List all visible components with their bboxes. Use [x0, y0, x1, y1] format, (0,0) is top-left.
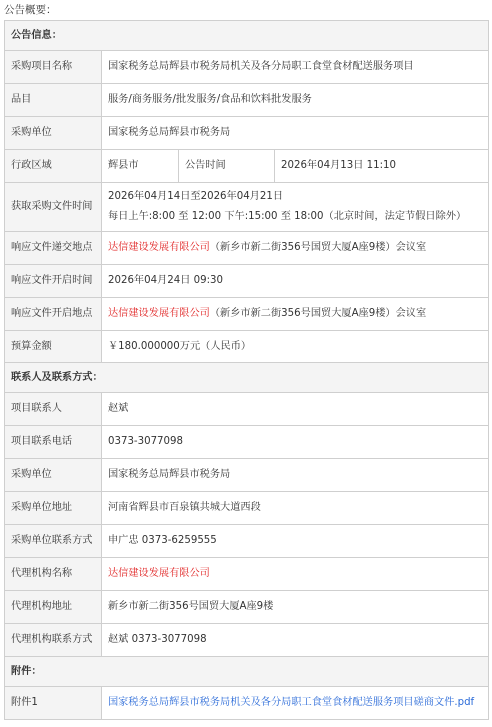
project-contact-label: 项目联系人	[5, 393, 102, 426]
category-label: 品目	[5, 84, 102, 117]
row-category	[5, 84, 489, 117]
row-project-phone	[5, 426, 489, 459]
agency-link[interactable]: 达信建设发展有限公司	[108, 568, 210, 579]
row-open-place	[5, 298, 489, 331]
budget-label: 预算金额	[5, 331, 102, 363]
row-open-time	[5, 265, 489, 298]
agency-label: 代理机构名称	[5, 558, 102, 591]
announce-time-label: 公告时间	[179, 150, 275, 183]
section-attachments: 附件：	[5, 657, 489, 687]
agency-value	[102, 558, 489, 591]
row-project-contact	[5, 393, 489, 426]
submit-place-address: （新乡市新二街356号国贸大厦A座9楼）会议室	[209, 242, 427, 253]
announce-time-value: 2026年04月13日 11:10	[275, 150, 489, 183]
open-place-address: （新乡市新二街356号国贸大厦A座9楼）会议室	[209, 308, 427, 319]
row-region	[5, 150, 489, 183]
get-docs-hours: 每日上午:8:00 至 12:00 下午:15:00 至 18:00（北京时间，法定节假日除外）	[108, 211, 467, 222]
purchaser-contact-label: 采购单位联系方式	[5, 525, 102, 558]
contact-purchaser-label: 采购单位	[5, 459, 102, 492]
get-docs-dates: 2026年04月14日至2026年04月21日	[108, 191, 284, 202]
purchaser-address-value: 河南省辉县市百泉镇共城大道西段	[102, 492, 489, 525]
row-budget	[5, 331, 489, 363]
attachment-label: 附件1	[5, 687, 102, 720]
row-agency	[5, 558, 489, 591]
row-project-name	[5, 51, 489, 84]
agency-contact-value: 赵斌 0373-3077098	[102, 624, 489, 657]
row-submit-place	[5, 232, 489, 265]
region-value: 辉县市	[102, 150, 179, 183]
category-value: 服务/商务服务/批发服务/食品和饮料批发服务	[102, 84, 489, 117]
project-name-value: 国家税务总局辉县市税务局机关及各分局职工食堂食材配送服务项目	[102, 51, 489, 84]
submit-place-value	[102, 232, 489, 265]
purchaser-value: 国家税务总局辉县市税务局	[102, 117, 489, 150]
row-get-docs-time	[5, 183, 489, 232]
section-row-contacts	[5, 363, 489, 393]
section-contacts: 联系人及联系方式：	[5, 363, 489, 393]
open-place-value	[102, 298, 489, 331]
section-announcement-info: 公告信息：	[5, 21, 489, 51]
purchaser-label: 采购单位	[5, 117, 102, 150]
attachment-value	[102, 687, 489, 720]
notice-table	[4, 20, 489, 720]
purchaser-contact-value: 申广忠 0373-6259555	[102, 525, 489, 558]
open-place-label: 响应文件开启地点	[5, 298, 102, 331]
purchaser-address-label: 采购单位地址	[5, 492, 102, 525]
open-time-label: 响应文件开启时间	[5, 265, 102, 298]
row-agency-contact	[5, 624, 489, 657]
open-place-company-link[interactable]: 达信建设发展有限公司	[108, 308, 210, 319]
open-time-value: 2026年04月24日 09:30	[102, 265, 489, 298]
row-attachment-1	[5, 687, 489, 720]
row-purchaser-address	[5, 492, 489, 525]
project-name-label: 采购项目名称	[5, 51, 102, 84]
section-row-announcement-info	[5, 21, 489, 51]
submit-place-company-link[interactable]: 达信建设发展有限公司	[108, 242, 210, 253]
row-purchaser-contact	[5, 525, 489, 558]
project-phone-label: 项目联系电话	[5, 426, 102, 459]
project-phone-value: 0373-3077098	[102, 426, 489, 459]
region-label: 行政区域	[5, 150, 102, 183]
agency-address-label: 代理机构地址	[5, 591, 102, 624]
project-contact-value: 赵斌	[102, 393, 489, 426]
agency-contact-label: 代理机构联系方式	[5, 624, 102, 657]
row-purchaser	[5, 117, 489, 150]
attachment-file-link[interactable]: 国家税务总局辉县市税务局机关及各分局职工食堂食材配送服务项目磋商文件.pdf	[108, 697, 475, 708]
row-contact-purchaser	[5, 459, 489, 492]
get-docs-value	[102, 183, 489, 232]
agency-address-value: 新乡市新二街356号国贸大厦A座9楼	[102, 591, 489, 624]
row-agency-address	[5, 591, 489, 624]
submit-place-label: 响应文件递交地点	[5, 232, 102, 265]
contact-purchaser-value: 国家税务总局辉县市税务局	[102, 459, 489, 492]
section-row-attachments	[5, 657, 489, 687]
get-docs-label: 获取采购文件时间	[5, 183, 102, 232]
summary-title: 公告概要：	[4, 4, 57, 16]
budget-value: ￥180.000000万元（人民币）	[102, 331, 489, 363]
